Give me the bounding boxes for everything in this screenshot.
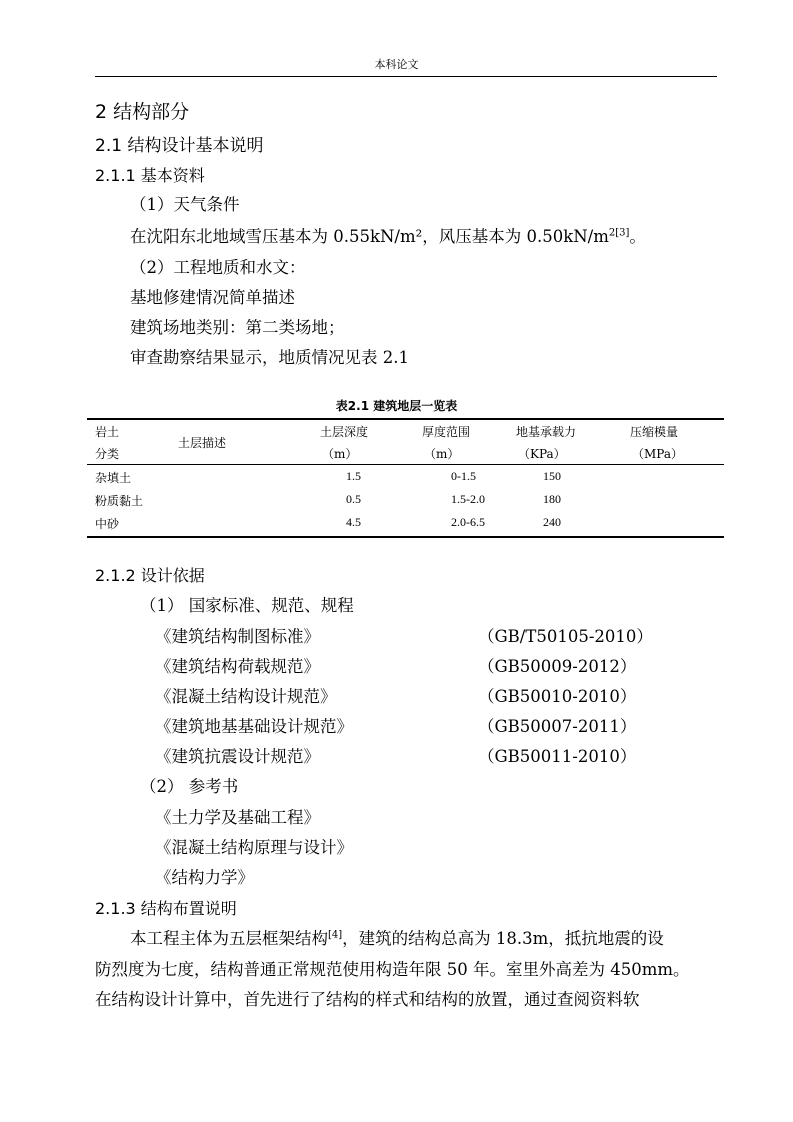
cell-bearing: 240 xyxy=(543,515,561,529)
table-header-rule xyxy=(87,464,724,465)
standard-name: 《混凝土结构设计规范》 xyxy=(155,687,337,706)
page-header: 本科论文 xyxy=(374,58,419,71)
item-geology: （2）工程地质和水文： xyxy=(130,258,306,277)
book-title: 《混凝土结构原理与设计》 xyxy=(155,838,353,857)
snow-wind-end: 。 xyxy=(629,227,646,246)
cell-range: 2.0-6.5 xyxy=(451,515,485,529)
layout-para-line-1 xyxy=(130,925,664,949)
geology-line-2: 建筑场地类别：第二类场地； xyxy=(130,318,345,337)
heading-2-1-2: 2.1.2 设计依据 xyxy=(95,566,205,585)
snow-wind-text: 在沈阳东北地域雪压基本为 0.55kN/m²，风压基本为 0.50kN/m xyxy=(130,227,609,246)
geology-line-3: 审查勘察结果显示，地质情况见表 2.1 xyxy=(130,348,409,367)
cell-depth: 4.5 xyxy=(346,515,361,529)
standard-code: （GB/T50105-2010） xyxy=(478,627,653,646)
layout-para-line-3: 在结构设计计算中，首先进行了结构的样式和结构的放置，通过查阅资料软 xyxy=(95,990,640,1009)
section-title: 2 结构部分 xyxy=(95,101,190,123)
cell-range: 1.5-2.0 xyxy=(451,492,485,506)
layout-text-b: ，建筑的结构总高为 18.3m，抵抗地震的设 xyxy=(342,929,664,948)
th-bearing-2: （KPa） xyxy=(518,447,566,461)
cell-type: 中砂 xyxy=(95,517,120,531)
item-standards: （1） 国家标准、规范、规程 xyxy=(140,596,354,615)
heading-2-1-3: 2.1.3 结构布置说明 xyxy=(95,899,237,918)
th-bearing-1: 地基承载力 xyxy=(516,425,577,439)
citation-sup: [4] xyxy=(328,929,343,941)
heading-2-1-1: 2.1.1 基本资料 xyxy=(95,166,205,185)
table-top-rule xyxy=(87,418,724,420)
cell-type: 粉质黏土 xyxy=(95,494,144,508)
standard-name: 《建筑抗震设计规范》 xyxy=(155,747,320,766)
standard-code: （GB50010-2010） xyxy=(478,687,637,706)
book-title: 《结构力学》 xyxy=(155,868,254,887)
geology-line-1: 基地修建情况简单描述 xyxy=(130,288,295,307)
table-bottom-rule xyxy=(87,536,724,538)
layout-para-line-2: 防烈度为七度，结构普通正常规范使用构造年限 50 年。室里外高差为 450mm。 xyxy=(95,960,690,979)
book-title: 《土力学及基础工程》 xyxy=(155,808,320,827)
th-type-2: 分类 xyxy=(95,447,120,461)
standard-name: 《建筑结构制图标准》 xyxy=(155,627,320,646)
standard-name: 《建筑地基基础设计规范》 xyxy=(155,717,353,736)
snow-wind-line xyxy=(130,223,646,247)
cell-range: 0-1.5 xyxy=(451,469,476,483)
th-desc: 土层描述 xyxy=(178,436,227,450)
th-type-1: 岩土 xyxy=(95,425,120,439)
standard-code: （GB50011-2010） xyxy=(478,747,637,766)
th-depth-1: 土层深度 xyxy=(320,425,369,439)
snow-wind-sup: 2[3] xyxy=(608,227,630,239)
th-range-2: （m） xyxy=(424,447,460,461)
item-books: （2） 参考书 xyxy=(140,777,239,796)
cell-depth: 0.5 xyxy=(346,492,361,506)
cell-bearing: 180 xyxy=(543,492,561,506)
standard-code: （GB50007-2011） xyxy=(478,717,637,736)
subsection-title: 2.1 结构设计基本说明 xyxy=(95,136,264,156)
layout-text-a: 本工程主体为五层框架结构 xyxy=(130,929,328,948)
standard-name: 《建筑结构荷载规范》 xyxy=(155,657,320,676)
th-range-1: 厚度范围 xyxy=(422,425,471,439)
cell-type: 杂填土 xyxy=(95,471,132,485)
th-modulus-2: （MPa） xyxy=(632,447,683,461)
item-weather: （1）天气条件 xyxy=(130,195,240,214)
th-modulus-1: 压缩模量 xyxy=(630,425,679,439)
cell-depth: 1.5 xyxy=(346,469,361,483)
header-rule xyxy=(95,76,717,77)
th-depth-2: （m） xyxy=(322,447,358,461)
table-caption: 表2.1 建筑地层一览表 xyxy=(335,399,458,413)
standard-code: （GB50009-2012） xyxy=(478,657,637,676)
cell-bearing: 150 xyxy=(543,469,561,483)
